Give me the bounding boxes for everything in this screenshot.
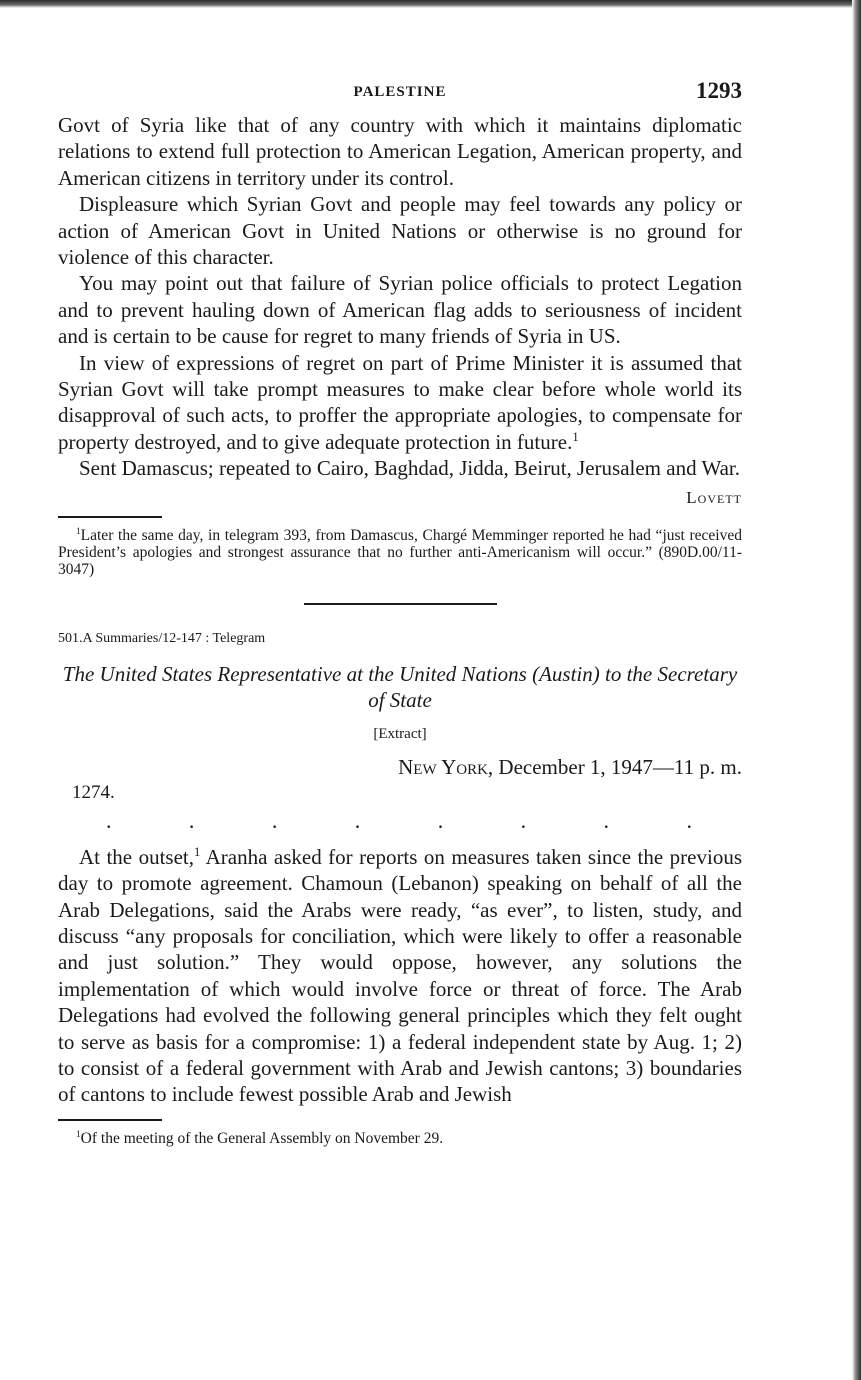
ellipsis-dot: . — [686, 807, 692, 833]
footnote-2 — [58, 1130, 742, 1147]
document-title: The United States Representative at the United Nations (Austin) to the Secretary of State — [62, 661, 738, 712]
paragraph-4-text: In view of expressions of regret on part of Prime Minister it is assumed that Syrian Govt will take prompt measures to make clear before whole world its disapproval of such acts, to proffer the appropriate apologies, to compensate for property destroyed, and to give adequate protection in future. — [58, 350, 742, 454]
ellipsis-row — [58, 807, 742, 833]
ellipsis-dot: . — [188, 807, 195, 833]
footnote-1-number: 1 — [76, 526, 81, 537]
dateline-city: New York — [398, 754, 488, 779]
dateline-date: , December 1, 1947—11 p. m. — [487, 754, 742, 779]
paragraph-5: Sent Damascus; repeated to Cairo, Baghdad, Jidda, Beirut, Jerusalem and War. — [79, 456, 740, 481]
file-reference: 501.A Summaries/12-147 : Telegram — [58, 630, 266, 646]
dateline — [58, 755, 742, 780]
footnote-1-text: Later the same day, in telegram 393, from Damascus, Chargé Memminger reported he had “just received President’s apologies and strongest assurance that no further anti-Americanism will occur.” (890D.00/11-3047) — [58, 526, 742, 578]
footnote-ref-2: 1 — [194, 844, 201, 859]
ellipsis-dot: . — [520, 807, 527, 833]
section2-body — [58, 844, 742, 1108]
page-right-edge — [852, 0, 861, 1380]
section-divider — [304, 603, 497, 605]
paragraph-4 — [58, 350, 742, 456]
ellipsis-dot: . — [603, 807, 610, 833]
ellipsis-dot: . — [106, 807, 112, 833]
footnote-rule-1 — [58, 516, 162, 518]
ellipsis-dot: . — [271, 807, 278, 833]
ellipsis-dot: . — [354, 807, 361, 833]
signature — [58, 488, 742, 508]
running-title: PALESTINE — [353, 84, 447, 100]
running-head — [58, 78, 742, 112]
ellipsis-dot: . — [437, 807, 444, 833]
footnote-1 — [58, 527, 742, 578]
extract-label: [Extract] — [373, 725, 427, 742]
section1-body — [58, 112, 742, 482]
page-number: 1293 — [696, 78, 742, 103]
section2-paragraph — [58, 844, 742, 1108]
signature-name: Lovett — [686, 487, 742, 507]
paragraph-3: You may point out that failure of Syrian police officials to protect Legation and to prevent hauling down of American flag adds to seriousness of incident and is certain to be cause for regret to many friends of Syria in US. — [58, 271, 742, 349]
telegram-number: 1274. — [72, 781, 115, 803]
document-page — [58, 78, 742, 1147]
section2-paragraph-text: Aranha asked for reports on measures taken since the previous day to promote agreement. Chamoun (Lebanon) speaking on behalf of all the Arab Delegations, said the Arabs were ready, “as ever”, to listen, study, and discuss “any proposals for conciliation, which were likely to offer a reasonable and just solution.” They would oppose, however, any solutions the implementation of which would involve force or threat of force. The Arab Delegations had evolved the following general principles which they felt ought to serve as basis for a compromise: 1) a federal independent state by Aug. 1; 2) to consist of a federal government with Arab and Jewish cantons; 3) boundaries of cantons to include fewest possible Arab and Jewish — [58, 844, 742, 1107]
page-top-edge — [0, 0, 861, 8]
footnote-rule-2 — [58, 1119, 162, 1121]
footnote-2-text: Of the meeting of the General Assembly on November 29. — [80, 1129, 444, 1147]
paragraph-2: Displeasure which Syrian Govt and people may feel towards any policy or action of American Govt in United Nations or otherwise is no ground for violence of this character. — [58, 192, 742, 270]
footnote-2-number: 1 — [76, 1129, 81, 1140]
footnote-ref-1: 1 — [572, 429, 579, 444]
section2-paragraph-start: At the outset, — [79, 844, 195, 869]
paragraph-1: Govt of Syria like that of any country with which it maintains diplomatic relations to extend full protection to American Legation, American property, and American citizens in territory under its control. — [58, 113, 742, 190]
